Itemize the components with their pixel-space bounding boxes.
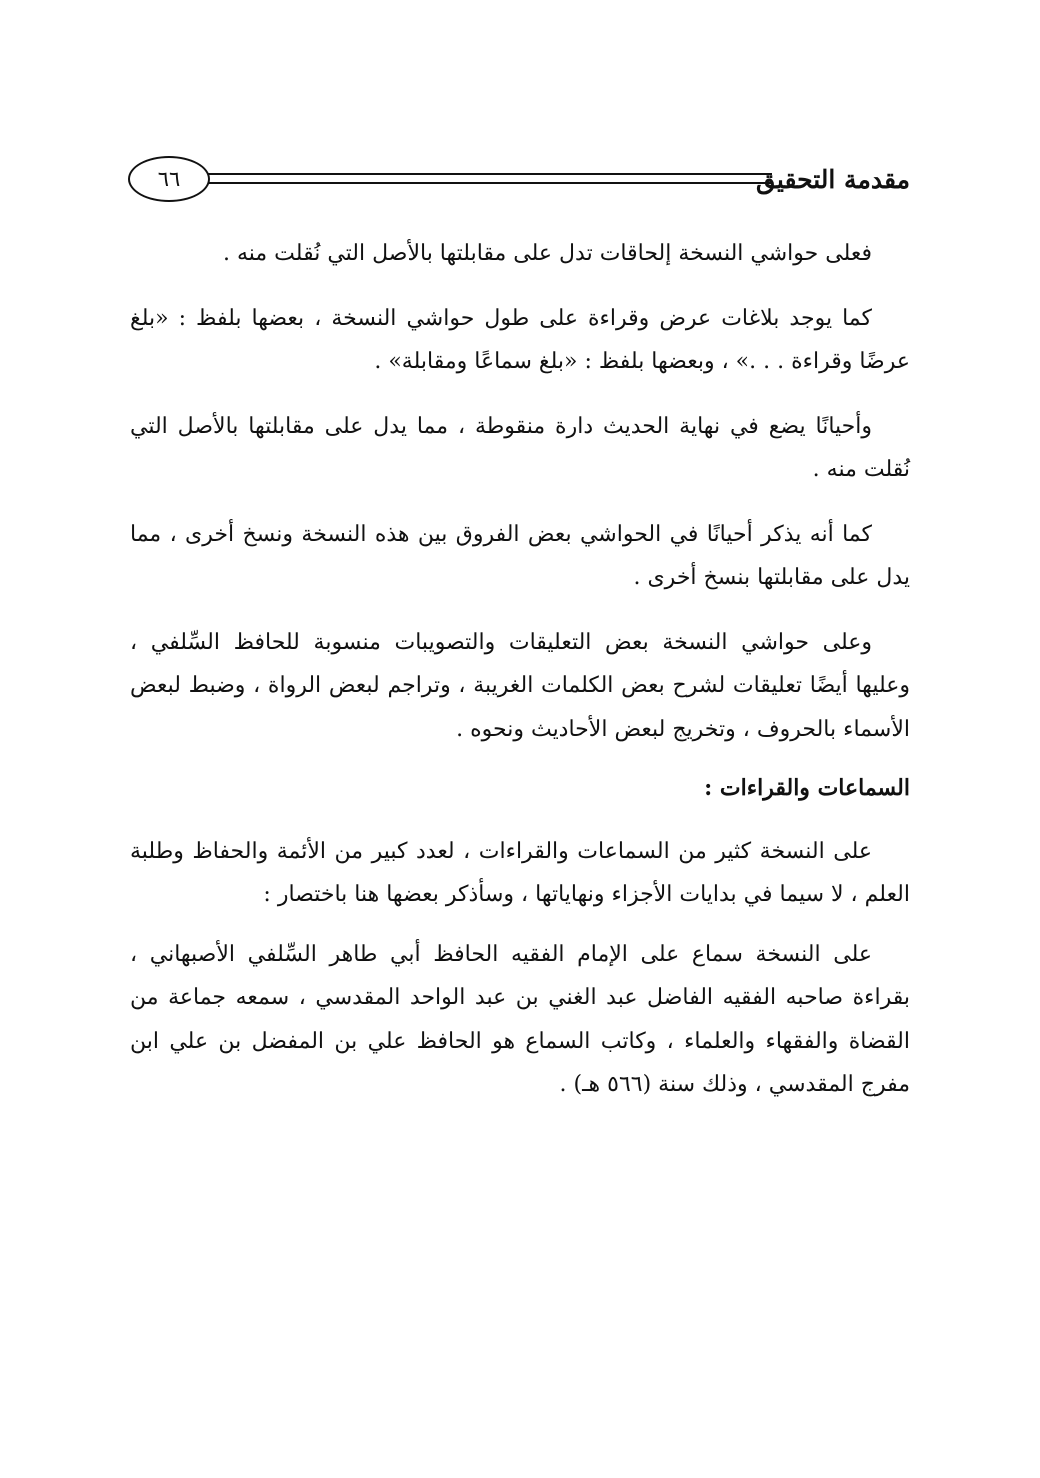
paragraph-dotted-circle: وأحيانًا يضع في نهاية الحديث دارة منقوطة ، مما يدل على مقابلتها بالأصل التي نُقلت منه . xyxy=(130,413,910,482)
page-header xyxy=(128,156,910,212)
body-text xyxy=(130,232,910,1128)
section-heading-audits: السماعات والقراءات : xyxy=(704,775,910,801)
paragraph-reading-notes: كما يوجد بلاغات عرض وقراءة على طول حواشي النسخة ، بعضها بلفظ : «بلغ عرضًا وقراءة . . .» ، وبعضها بلفظ : «بلغ سماعًا ومقابلة» . xyxy=(130,305,910,374)
paragraph-variant-readings: كما أنه يذكر أحيانًا في الحواشي بعض الفروق بين هذه النسخة ونسخ أخرى ، مما يدل على مقابلتها بنسخ أخرى . xyxy=(130,521,910,590)
page-number: ٦٦ xyxy=(128,156,210,202)
paragraph-margin-comments: وعلى حواشي النسخة بعض التعليقات والتصويبات منسوبة للحافظ السِّلفي ، وعليها أيضًا تعليقات لشرح بعض الكلمات الغريبة ، وتراجم لبعض الرواة ، وضبط لبعض الأسماء بالحروف ، وتخريج لبعض الأحاديث ونحوه . xyxy=(130,629,910,742)
paragraph-silafi-audit: على النسخة سماع على الإمام الفقيه الحافظ أبي طاهر السِّلفي الأصبهاني ، بقراءة صاحبه الفقيه الفاضل عبد الغني بن عبد الواحد المقدسي ، سمعه جماعة من القضاة والفقهاء والعلماء ، وكاتب السماع هو الحافظ علي بن المفضل بن علي ابن مفرج المقدسي ، وذلك سنة (٥٦٦ هـ) . xyxy=(130,941,910,1097)
paragraph-audits-overview: على النسخة كثير من السماعات والقراءات ، لعدد كبير من الأئمة والحفاظ وطلبة العلم ، لا سيما في بدايات الأجزاء ونهاياتها ، وسأذكر بعضها هنا باختصار : xyxy=(130,838,910,907)
header-double-rule xyxy=(194,173,772,184)
paragraph-collation-additions: فعلى حواشي النسخة إلحاقات تدل على مقابلتها بالأصل التي نُقلت منه . xyxy=(222,241,872,266)
page-title: مقدمة التحقيق xyxy=(756,165,910,194)
